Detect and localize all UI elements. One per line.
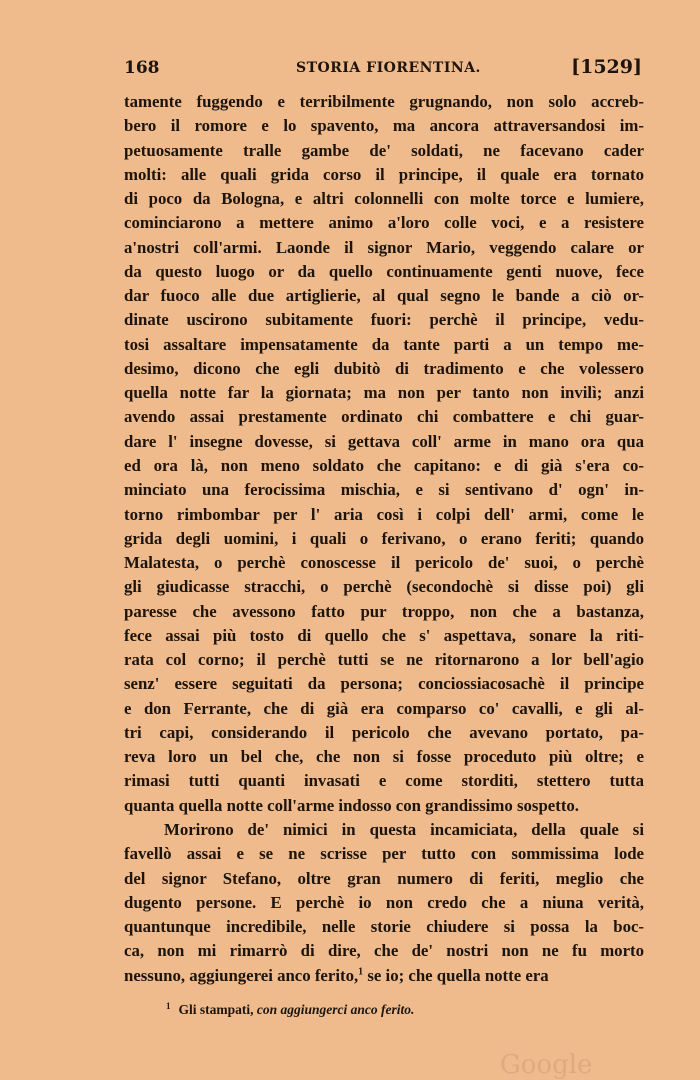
text-line: molti: alle quali grida corso il principe, il quale era tornato xyxy=(124,164,644,184)
text-line: a'nostri coll'armi. Laonde il signor Mario, veggendo calare or xyxy=(124,237,644,257)
text-line: dugento persone. E perchè io non credo che a niuna verità, xyxy=(124,892,644,912)
footnote-marker: 1 xyxy=(166,1000,171,1011)
footnote-reference[interactable]: 1 xyxy=(358,965,364,977)
text-line: rimasi tutti quanti invasati e come storditi, stettero tutta xyxy=(124,771,644,791)
text-line: quella notte far la giornata; ma non per tanto non invilì; anzi xyxy=(124,383,644,403)
text-line: e don Ferrante, che di già era comparso co' cavalli, e gli al- xyxy=(124,698,644,718)
text-line: bero il romore e lo spavento, ma ancora attraversandosi im- xyxy=(124,116,644,136)
footnote-italic-text: con aggiungerci anco ferito. xyxy=(256,1002,415,1017)
text-line: dar fuoco alle due artiglierie, al qual segno le bande a ciò or- xyxy=(124,286,644,306)
text-line: dare l' insegne dovesse, si gettava coll' arme in mano ora qua xyxy=(124,431,644,451)
footnote xyxy=(166,1002,414,1018)
text-line: torno rimbombar per l' aria così i colpi dell' armi, come le xyxy=(124,504,644,524)
text-line: paresse che avessono fatto pur troppo, non che a bastanza, xyxy=(124,601,644,621)
paragraph-2 xyxy=(124,818,644,964)
text-line: ca, non mi rimarrò di dire, che de' nostri non ne fu morto xyxy=(124,941,644,961)
page-header xyxy=(124,56,644,82)
body-text xyxy=(124,90,644,988)
text-line: desimo, dicono che egli dubitò di tradimento e che volessero xyxy=(124,358,644,378)
running-title: STORIA FIORENTINA. xyxy=(296,60,481,76)
text-line: favellò assai e se ne scrisse per tutto con sommissima lode xyxy=(124,844,644,864)
text-line: tosi assaltare impensatamente da tante parti a un tempo me- xyxy=(124,334,644,354)
text-line: dinate uscirono subitamente fuori: perchè il principe, vedu- xyxy=(124,310,644,330)
text-line: quantunque incredibile, nelle storie chiudere si possa la boc- xyxy=(124,917,644,937)
paragraph-1 xyxy=(124,90,644,818)
footnote-plain-text: Gli stampati, xyxy=(178,1002,257,1017)
final-line-start: nessuno, aggiungerei anco ferito, xyxy=(124,965,359,985)
text-line: reva loro un bel che, che non si fosse proceduto più oltre; e xyxy=(124,747,644,767)
text-line: fece assai più tosto di quello che s' aspettava, sonare la riti- xyxy=(124,625,644,645)
text-line: petuosamente tralle gambe de' soldati, ne facevano cader xyxy=(124,140,644,160)
text-line: del signor Stefano, oltre gran numero di feriti, meglio che xyxy=(124,868,644,888)
text-line: Morirono de' nimici in questa incamiciata, della quale si xyxy=(164,819,644,839)
text-line: grida degli uomini, i quali o ferivano, o erano feriti; quando xyxy=(124,528,644,548)
text-line: avendo assai prestamente ordinato chi combattere e chi guar- xyxy=(124,407,644,427)
text-line: minciato una ferocissima mischia, e si sentivano d' ogn' in- xyxy=(124,480,644,500)
text-line: ed ora là, non meno soldato che capitano: e di già s'era co- xyxy=(124,455,644,475)
text-line: cominciarono a mettere animo a'loro colle voci, e a resistere xyxy=(124,213,644,233)
text-line: tamente fuggendo e terribilmente grugnando, non solo accreb- xyxy=(124,92,644,111)
watermark-logo: Google xyxy=(500,1050,593,1080)
final-line-end: se io; che quella notte era xyxy=(363,965,549,985)
page-number: 168 xyxy=(124,58,160,78)
scan-watermark xyxy=(500,1050,593,1080)
year-label: [1529] xyxy=(571,56,642,78)
text-line: Malatesta, o perchè conoscesse il pericolo de' suoi, o perchè xyxy=(124,553,644,573)
text-line: senz' essere seguitati da persona; conciossiacosachè il principe xyxy=(124,674,644,694)
text-line: gli giudicasse stracchi, o perchè (secondochè si disse poi) gli xyxy=(124,577,644,597)
text-line-final xyxy=(124,964,644,988)
text-line: da questo luogo or da quello continuamente genti nuove, fece xyxy=(124,261,644,281)
text-line: tri capi, considerando il pericolo che avevano portato, pa- xyxy=(124,722,644,742)
text-line: rata col corno; il perchè tutti se ne ritornarono a lor bell'agio xyxy=(124,650,644,670)
text-line: di poco da Bologna, e altri colonnelli con molte torce e lumiere, xyxy=(124,189,644,209)
text-line: quanta quella notte coll'arme indosso con grandissimo sospetto. xyxy=(124,795,579,815)
